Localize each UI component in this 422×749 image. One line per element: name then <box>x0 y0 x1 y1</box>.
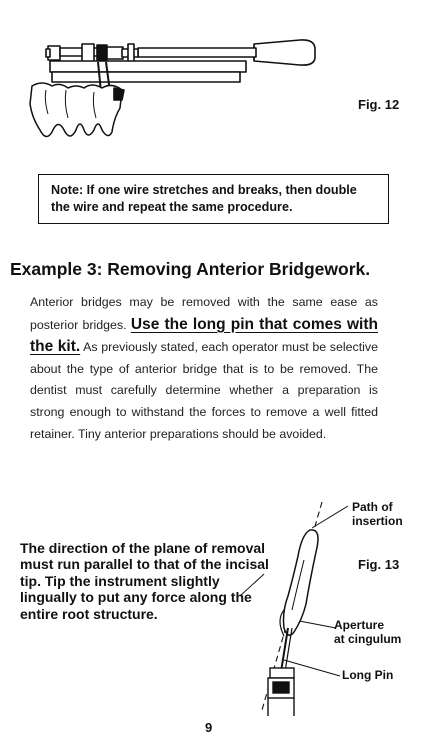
aperture-label <box>334 618 401 646</box>
note-box <box>38 174 389 224</box>
path-label-line1: Path of <box>352 500 393 514</box>
aperture-label-line2: at cingulum <box>334 632 402 646</box>
fig13-tooth-illustration <box>240 500 360 718</box>
paragraph-text-end: As previously stated, each operator must be selective about the type of anterior bridge that is to be removed. The dentist must carefully determine whether a preparation is strong enough to withstand the forces to remove a well fitted retainer. Tiny anterior preparations should be avoided. <box>30 340 379 441</box>
fig12-label: Fig. 12 <box>358 97 400 112</box>
fig13-caption: The direction of the plane of removal must run parallel to that of the incisal tip. Tip the instrument slightly lingually to put any force along the entire root structure. <box>20 540 269 622</box>
body-paragraph <box>30 292 378 445</box>
fig12-instrument-illustration <box>18 34 318 152</box>
path-label-line2: insertion <box>352 514 403 528</box>
path-of-insertion-label <box>352 500 403 528</box>
page-number: 9 <box>205 720 213 735</box>
long-pin-label: Long Pin <box>342 668 394 682</box>
paragraph-emphasis: Use the long pin that comes with the kit. <box>30 315 378 356</box>
section-title: Example 3: Removing Anterior Bridgework. <box>10 259 371 279</box>
aperture-label-line1: Aperture <box>334 618 385 632</box>
paragraph-text-start: Anterior bridges may be removed with the same ease as posterior bridges. <box>30 295 378 332</box>
note-text: Note: If one wire stretches and breaks, then double the wire and repeat the same procedure. <box>51 183 357 214</box>
fig13-label: Fig. 13 <box>358 557 400 572</box>
